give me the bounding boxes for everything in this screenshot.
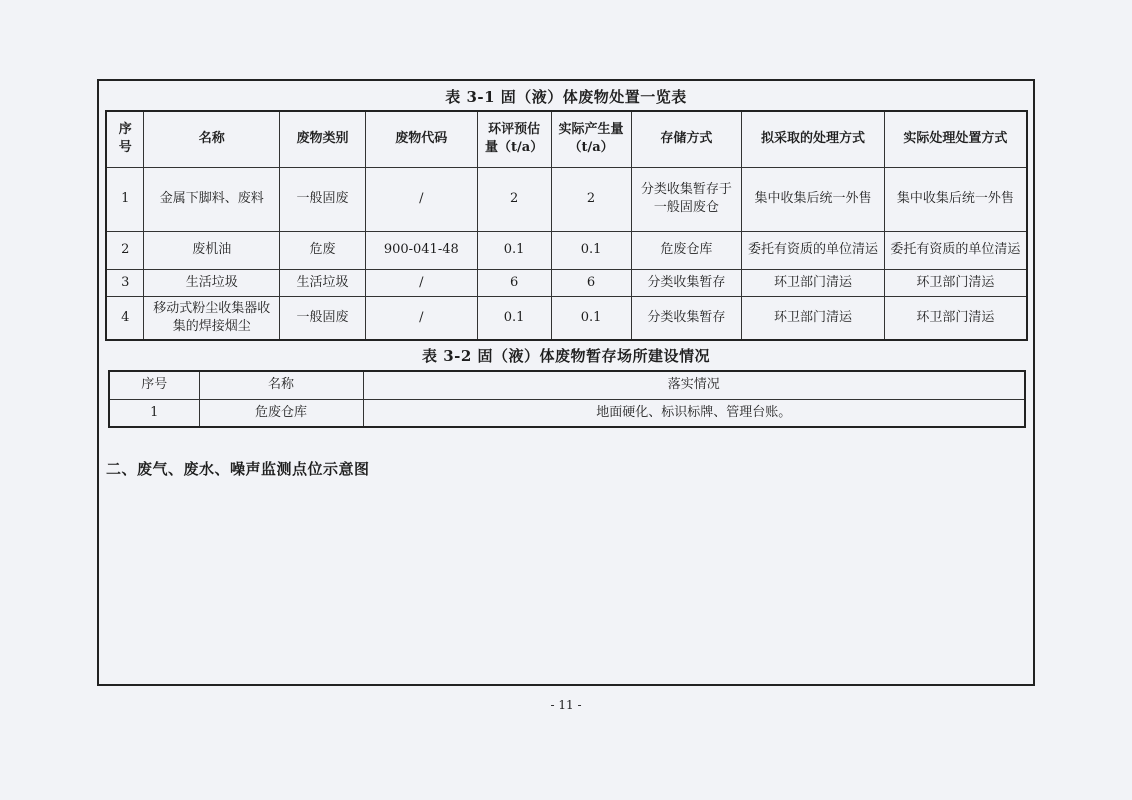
header-cell: 实际产生量（t/a） [551,111,631,167]
cell: 危废仓库 [199,399,363,427]
cell: 4 [106,296,144,340]
cell: 移动式粉尘收集器收集的焊接烟尘 [144,296,280,340]
cell: 0.1 [477,296,551,340]
cell: 分类收集暂存于一般固废仓 [631,167,742,231]
table-row [106,231,1027,269]
header-cell: 拟采取的处理方式 [742,111,885,167]
cell: 集中收集后统一外售 [884,167,1027,231]
cell: 0.1 [551,296,631,340]
header-cell: 名称 [144,111,280,167]
cell: 委托有资质的单位清运 [884,231,1027,269]
table-row [106,167,1027,231]
cell: 分类收集暂存 [631,296,742,340]
header-cell: 落实情况 [363,371,1025,399]
cell: 2 [477,167,551,231]
cell: 地面硬化、标识标牌、管理台账。 [363,399,1025,427]
section-heading: 二、废气、废水、噪声监测点位示意图 [106,460,370,478]
cell: / [365,269,477,296]
cell: 危废仓库 [631,231,742,269]
cell: 1 [106,167,144,231]
page-number: - 11 - [550,698,582,712]
cell: 2 [106,231,144,269]
cell: 环卫部门清运 [884,296,1027,340]
cell: / [365,296,477,340]
table2-caption: 表 3-2 固（液）体废物暂存场所建设情况 [421,347,711,365]
cell: 6 [477,269,551,296]
cell: / [365,167,477,231]
header-cell: 废物代码 [365,111,477,167]
cell: 一般固废 [280,296,366,340]
table1-caption: 表 3-1 固（液）体废物处置一览表 [445,88,687,106]
cell: 委托有资质的单位清运 [742,231,885,269]
header-cell: 废物类别 [280,111,366,167]
cell: 生活垃圾 [144,269,280,296]
header-cell: 名称 [199,371,363,399]
cell: 废机油 [144,231,280,269]
table-row [106,269,1027,296]
header-cell: 存储方式 [631,111,742,167]
table-header-row [109,371,1025,399]
table-header-row [106,111,1027,167]
header-cell: 环评预估量（t/a） [477,111,551,167]
cell: 金属下脚料、废料 [144,167,280,231]
cell: 6 [551,269,631,296]
table-row [109,399,1025,427]
cell: 1 [109,399,199,427]
cell: 生活垃圾 [280,269,366,296]
header-cell: 实际处理处置方式 [884,111,1027,167]
cell: 环卫部门清运 [884,269,1027,296]
table-row [106,296,1027,340]
header-cell: 序号 [109,371,199,399]
storage-site-table [108,370,1026,428]
cell: 3 [106,269,144,296]
cell: 一般固废 [280,167,366,231]
cell: 2 [551,167,631,231]
cell: 0.1 [477,231,551,269]
header-cell: 序号 [106,111,144,167]
cell: 集中收集后统一外售 [742,167,885,231]
cell: 0.1 [551,231,631,269]
waste-disposal-table [105,110,1028,341]
cell: 环卫部门清运 [742,296,885,340]
cell: 危废 [280,231,366,269]
cell: 环卫部门清运 [742,269,885,296]
cell: 900-041-48 [365,231,477,269]
cell: 分类收集暂存 [631,269,742,296]
